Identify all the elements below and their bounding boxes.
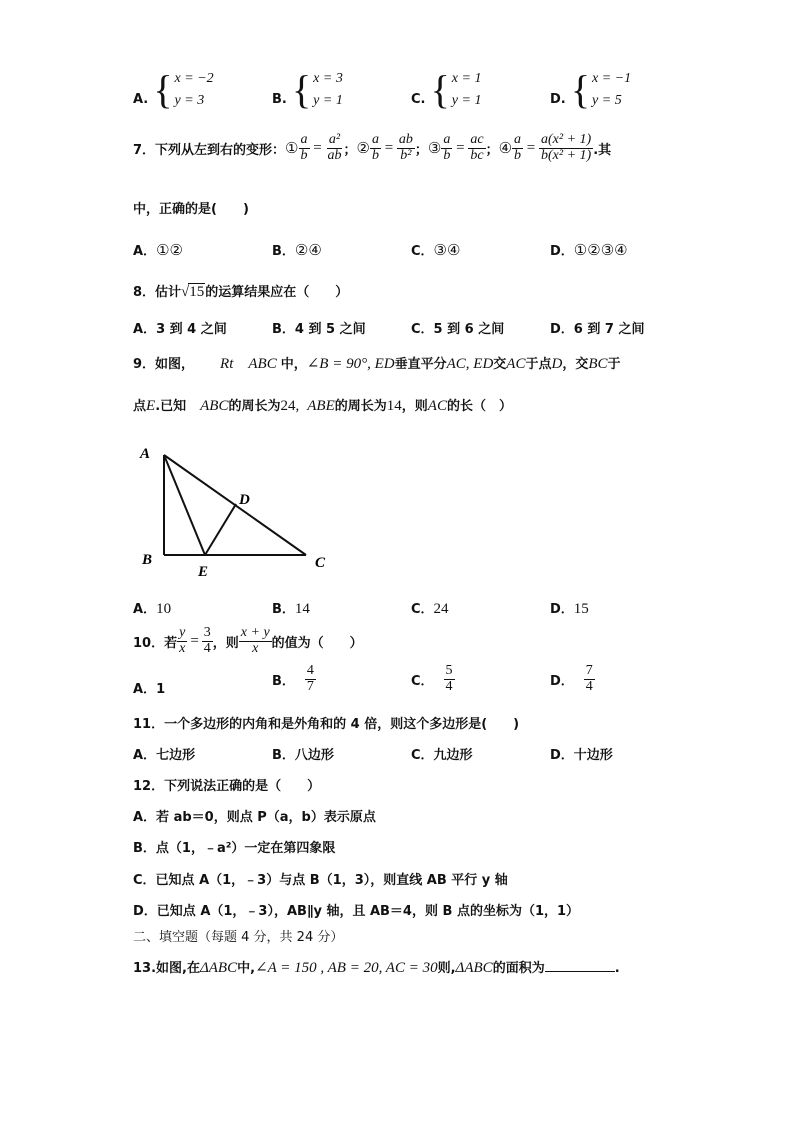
q6-option-d (550, 68, 631, 112)
transform-mark-1: ① (285, 140, 299, 157)
q7-line2: 中，正确的是( ) (133, 202, 249, 217)
q9-option-b: B．14 (272, 601, 310, 617)
q9-option-d: D．15 (550, 601, 589, 617)
transform-mark-2: ② (356, 140, 370, 157)
q9-line1: 9．如图， Rt ABC 中，∠B = 90°, ED垂直平分AC, ED交AC于点D，交BC于 (133, 356, 621, 372)
equation-x: x = −2 (174, 71, 214, 86)
q12-option-c: C．已知点 A（1，﹣3）与点 B（1，3），则直线 AB 平行 y 轴 (133, 873, 508, 888)
q12-option-a: A．若 ab＝0，则点 P（a，b）表示原点 (133, 810, 376, 825)
fraction: $\frac{a}{b}$ (514, 132, 522, 163)
equation-system: { x = 1 y = 1 (430, 67, 482, 112)
option-letter: A. (133, 92, 149, 107)
q6-option-a (133, 68, 214, 112)
q10-stem: 10．若 $\frac{y}{x}$ = $\frac{3}{4}$ ，则 $\frac{x + y}{x}$ 的值为（ ） (133, 625, 363, 656)
fraction: $\frac{ac}{bc}$ (470, 132, 484, 163)
fraction: $\frac{ab}{\text{b²}}$ (398, 132, 413, 163)
radicand: 15 (189, 284, 205, 300)
q13-stem: 13.如图,在ΔABC中,∠A = 150 , AB = 20, AC = 30则,ΔABC的面积为 . (133, 957, 620, 977)
equation-x: x = 1 (451, 71, 482, 86)
label-e: E (198, 564, 209, 580)
label-d: D (239, 492, 250, 508)
q7-prefix: 7．下列从左到右的变形： (133, 142, 286, 158)
equation-x: x = −1 (592, 71, 632, 86)
equation-y: y = 3 (174, 93, 205, 108)
q11-option-b: B．八边形 (272, 748, 334, 763)
q11-option-c: C．九边形 (411, 748, 473, 763)
equation-y: y = 1 (451, 93, 482, 108)
equation-system: { x = −1 y = 5 (570, 67, 632, 112)
q8-option-d: D．6 到 7 之间 (550, 322, 645, 337)
q12-option-d: D．已知点 A（1，﹣3），AB∥y 轴，且 AB＝4，则 B 点的坐标为（1，1） (133, 904, 580, 919)
q10-option-d: D． $\frac{7}{4}$ (550, 663, 593, 694)
equation-y: y = 5 (592, 93, 622, 108)
q9-line2: 点E.已知 ABC的周长为24, ABE的周长为14，则AC的长（ ） (133, 398, 512, 414)
option-letter: D. (550, 92, 566, 107)
q10-option-b: B． $\frac{4}{7}$ (272, 663, 314, 694)
fraction: $\frac{3}{4}$ (203, 625, 211, 656)
q7-stem: 7．下列从左到右的变形： ① $\frac{a}{b}$ = $\frac{\text{a²}}{ab}$ ； ② $\frac{a}{b}$ = $\frac{ab}{\text{b²}}$ ； ③ $\frac{a}{b}$ = $\frac{ac}{bc}$ ； ④ $\frac{a}{b}$ = $\frac{\text{a(x² + 1)}}{\text{b(x² + 1)}}$ .其 (133, 132, 612, 163)
label-b: B (142, 552, 153, 568)
separator: ； (343, 142, 357, 158)
equation-x: x = 3 (313, 71, 343, 86)
q8-option-b: B．4 到 5 之间 (272, 322, 366, 337)
fraction: $\frac{a}{b}$ (371, 132, 379, 163)
fraction: $\frac{\text{a²}}{ab}$ (327, 132, 342, 163)
equation-y: y = 1 (313, 93, 343, 108)
q8-stem: 8．估计√15的运算结果应在（ ） (133, 284, 349, 300)
q8-post: 的运算结果应在（ ） (205, 285, 349, 300)
q11-option-a: A．七边形 (133, 748, 196, 763)
q6-option-c (411, 68, 481, 112)
transform-mark-3: ③ (427, 140, 442, 157)
q8-pre: 8．估计 (133, 285, 182, 300)
equation-system: { x = 3 y = 1 (291, 67, 343, 112)
q7-option-b: B．②④ (272, 243, 322, 259)
q8-option-a: A．3 到 4 之间 (133, 322, 227, 337)
q8-option-c: C．5 到 6 之间 (411, 322, 505, 337)
q6-option-b (272, 68, 343, 112)
q10-option-c: C． $\frac{5}{4}$ (411, 663, 453, 694)
q7-option-d: D．①②③④ (550, 243, 628, 259)
equation-system: { x = −2 y = 3 (153, 67, 214, 112)
fraction: $\frac{x + y}{x}$ (240, 625, 270, 656)
transform-mark-4: ④ (498, 140, 513, 157)
option-letter: B. (272, 92, 287, 107)
segment-ed (205, 504, 236, 555)
separator: ； (414, 142, 428, 158)
fraction: $\frac{y}{x}$ (179, 625, 186, 656)
option-letter: C. (411, 92, 426, 107)
q10-option-a: A．1 (133, 682, 166, 697)
triangle-figure (130, 440, 340, 585)
section-heading: 二、填空题（每题 4 分，共 24 分） (133, 930, 344, 945)
q11-stem: 11．一个多边形的内角和是外角和的 4 倍，则这个多边形是( ) (133, 717, 520, 732)
label-a: A (140, 446, 151, 462)
q9-option-a: A．10 (133, 601, 172, 617)
fraction: $\frac{a}{b}$ (300, 132, 308, 163)
answer-blank[interactable] (545, 957, 615, 972)
q7-option-a: A．①② (133, 243, 183, 259)
q9-option-c: C．24 (411, 601, 449, 617)
q12-stem: 12．下列说法正确的是（ ） (133, 779, 321, 794)
q12-option-b: B．点（1，﹣a²）一定在第四象限 (133, 841, 336, 856)
q7-suffix: .其 (593, 142, 612, 158)
q11-option-d: D．十边形 (550, 748, 613, 763)
separator: ； (485, 142, 499, 158)
fraction: $\frac{\text{a(x² + 1)}}{\text{b(x² + 1)}}$ (541, 132, 592, 163)
fraction: $\frac{a}{b}$ (443, 132, 451, 163)
q7-option-c: C．③④ (411, 243, 461, 259)
label-c: C (315, 555, 326, 571)
